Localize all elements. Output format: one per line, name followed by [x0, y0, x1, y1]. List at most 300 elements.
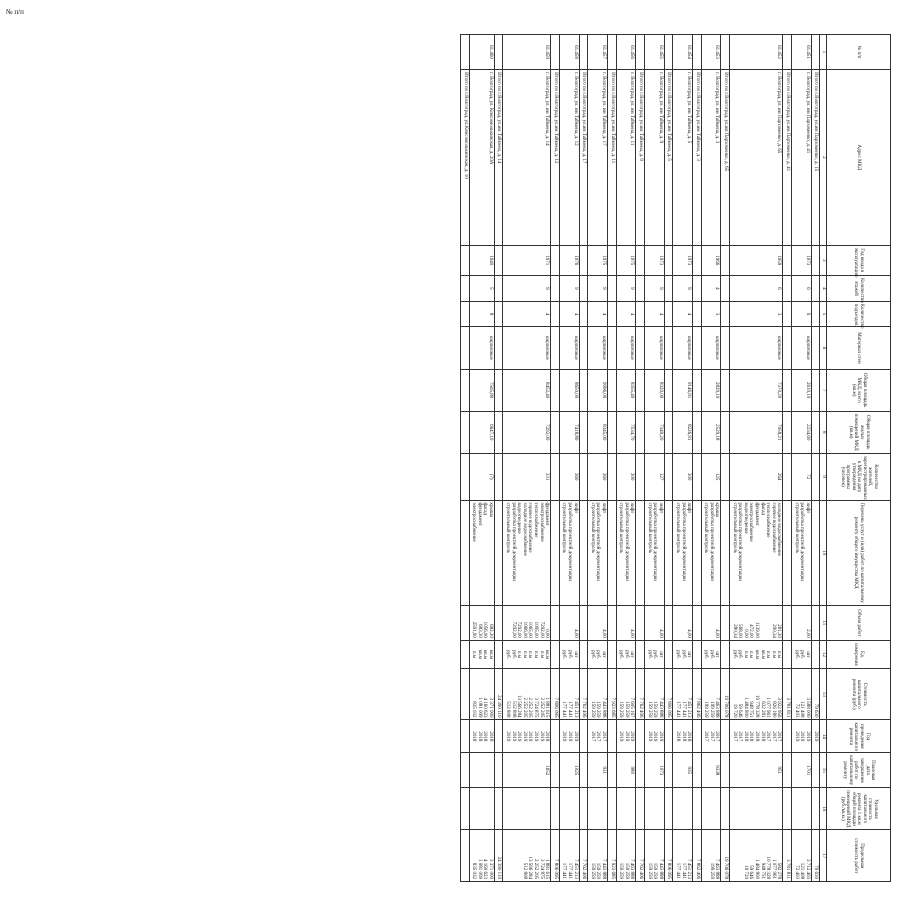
cell-works — [636, 500, 645, 605]
table-row — [644, 35, 664, 882]
cell-plan — [608, 753, 617, 788]
cell-area-living — [551, 411, 560, 453]
cell-works: лифт разработка проектной документации строительный контроль — [673, 500, 693, 605]
cell-area-total: 8650,00 — [559, 369, 579, 411]
cell-material: кирпичные — [469, 327, 494, 369]
cell-area-living: 7534,70 — [616, 411, 636, 453]
cell-floors — [693, 275, 702, 301]
cell-area-living — [811, 411, 820, 453]
cell-years: 2019 2019 2019 — [792, 720, 812, 753]
cell-residents — [811, 453, 820, 500]
cell-address: Итого по г.Волгоград, ул.им Таймена, д. 12 — [551, 70, 560, 245]
cell-volumes: 4,00 — [673, 605, 693, 640]
cell-unit-cost — [494, 788, 503, 830]
cell-area-total — [460, 369, 469, 411]
cell-works: крыша разработка проектной документации строительный контроль — [701, 500, 721, 605]
cell-entrances — [664, 301, 673, 327]
cell-limit: 7 463 888 159 259 159 259 — [616, 830, 636, 882]
cell-area-total — [811, 369, 820, 411]
cell-address: Итого по г.Волгоград, ул.им Пархоменко, д. 65 — [721, 70, 730, 245]
cell-units — [664, 640, 673, 668]
cell-entrances — [494, 301, 503, 327]
column-number: 5 — [820, 301, 827, 327]
column-number-row — [820, 35, 827, 882]
column-number: 7 — [820, 369, 827, 411]
cell-entrances: 4 — [673, 301, 693, 327]
cell-residents: 300 — [673, 453, 693, 500]
cell-entrances — [721, 301, 730, 327]
cell-area-living — [721, 411, 730, 453]
cell-material — [636, 327, 645, 369]
cell-area-total: 8452,40 — [503, 369, 551, 411]
cell-units — [721, 640, 730, 668]
column-number: 2 — [820, 70, 827, 245]
cell-year — [579, 245, 588, 275]
cell-floors: 9 — [616, 275, 636, 301]
cell-units: шт руб. руб. — [616, 640, 636, 668]
cell-num — [551, 35, 560, 70]
cell-costs: 7 463 888 199 259 199 259 — [701, 668, 721, 719]
cell-works: лифт разработка проектной документации строительный контроль — [792, 500, 812, 605]
cell-residents: 264 — [730, 453, 783, 500]
cell-costs: 3 922 956 826 180 1 077 961 632 281 10 778 328 948 751 1 484 800 59 646 19 720 — [730, 668, 783, 719]
cell-num: 61.452 — [730, 35, 783, 70]
table-row — [616, 35, 636, 882]
cell-plan — [636, 753, 645, 788]
cell-residents — [693, 453, 702, 500]
column-header: Удельная стоимость капитального ремонта 1 кв.м общей площади помещений МКД (руб./кв.м.) — [827, 788, 891, 830]
cell-material — [494, 327, 503, 369]
cell-volumes: 4,00 — [644, 605, 664, 640]
cell-residents: 72 — [792, 453, 812, 500]
cell-year — [721, 245, 730, 275]
cell-entrances — [551, 301, 560, 327]
subtotal-row — [579, 35, 588, 882]
cell-entrances: 4 — [559, 301, 579, 327]
cell-area-total — [636, 369, 645, 411]
cell-address: Итого по г.Волгоград, ул.им Пархоменко, д. 15 — [811, 70, 820, 245]
cell-costs: 3 588 000 121 408 72 403 — [792, 668, 812, 719]
cell-area-total — [664, 369, 673, 411]
cell-units: шт руб. руб. — [559, 640, 579, 668]
page-number-label: № п/п — [6, 8, 24, 16]
column-header: Количество жителей, зарегистрированных в МКД на дату утверждения программы (человек) — [827, 453, 891, 500]
cell-plan: 1652 — [503, 753, 551, 788]
cell-unit-cost — [460, 788, 469, 830]
column-number: 6 — [820, 327, 827, 369]
cell-area-total: 8355,40 — [616, 369, 636, 411]
cell-units: шт руб. руб. — [701, 640, 721, 668]
cell-years: 2019 2019 2019 — [644, 720, 664, 753]
cell-unit-cost — [811, 788, 820, 830]
cell-area-total — [608, 369, 617, 411]
cell-address: Итого по г.Волгоград, ул.им Таймена, д. 3 — [693, 70, 702, 245]
cell-costs: 3 781 811 — [783, 668, 792, 719]
cell-volumes: 2,00 — [792, 605, 812, 640]
cell-entrances — [579, 301, 588, 327]
cell-year — [608, 245, 617, 275]
cell-entrances: 3 — [730, 301, 783, 327]
cell-years: 2018 2019 2019 2019 2019 2019 2019 2019 — [503, 720, 551, 753]
cell-limit: 582 278 1 077 961 10 778 328 948 751 1 484 800 59 646 19 720 — [730, 830, 783, 882]
cell-material — [551, 327, 560, 369]
cell-area-total — [783, 369, 792, 411]
cell-plan: 1073 — [644, 753, 664, 788]
column-number: 17 — [820, 830, 827, 882]
cell-floors: 9 — [503, 275, 551, 301]
column-number: 13 — [820, 668, 827, 719]
cell-unit-cost — [559, 788, 579, 830]
cell-plan — [664, 753, 673, 788]
cell-costs: 7 451 213 177 441 177 441 — [559, 668, 579, 719]
cell-unit-cost — [792, 788, 812, 830]
cell-volumes: 682,30 1056,00 683,30 2591,90 — [469, 605, 494, 640]
cell-floors — [636, 275, 645, 301]
cell-limit: 19 706 078 — [721, 830, 730, 882]
cell-address: г. Волгоград, ул. им Таймена, д. 5 — [673, 70, 693, 245]
column-header: Адрес МКД — [827, 70, 891, 245]
subtotal-row — [721, 35, 730, 882]
cell-volumes — [811, 605, 820, 640]
cell-residents — [494, 453, 503, 500]
cell-year: 1940 — [469, 245, 494, 275]
column-header: № п/п — [827, 35, 891, 70]
cell-material — [783, 327, 792, 369]
cell-floors — [783, 275, 792, 301]
cell-floors — [579, 275, 588, 301]
cell-unit-cost — [551, 788, 560, 830]
cell-entrances — [693, 301, 702, 327]
cell-costs: 7 762 406 — [636, 668, 645, 719]
cell-volumes — [721, 605, 730, 640]
cell-area-total: 8320,00 — [644, 369, 664, 411]
cell-address: Итого по г.Волгоград, ул.им Таймена, д. 14 — [494, 70, 503, 245]
cell-year: 1973 — [673, 245, 693, 275]
cell-year — [551, 245, 560, 275]
cell-units: п.м п.м п.м кв.м кв.м п.м п.м руб. руб. — [730, 640, 783, 668]
cell-num — [460, 35, 469, 70]
cell-volumes: 281,30 290,34 1139,00 472,00 0,00 568,00 280,34 — [730, 605, 783, 640]
cell-entrances: 3 — [701, 301, 721, 327]
table-row — [588, 35, 608, 882]
cell-year: 1973 — [644, 245, 664, 275]
cell-unit-cost — [673, 788, 693, 830]
cell-num — [811, 35, 820, 70]
cell-area-living: 7349,20 — [644, 411, 664, 453]
column-header: Общая площадь жилых помещений МКД (кв.м) — [827, 411, 891, 453]
cell-year: 1975 — [616, 245, 636, 275]
cell-residents: 127 — [644, 453, 664, 500]
cell-unit-cost — [616, 788, 636, 830]
cell-residents: (7) — [469, 453, 494, 500]
cell-works — [721, 500, 730, 605]
cell-unit-cost — [579, 788, 588, 830]
cell-units: кв.м п.м п.м п.м п.м п.м руб. руб. — [503, 640, 551, 668]
cell-address: Итого по г.Волгоград, ул.им Таймена, д. 11 — [608, 70, 617, 245]
cell-material — [460, 327, 469, 369]
cell-area-total: 9146,91 — [673, 369, 693, 411]
cell-plan — [811, 753, 820, 788]
cell-num: 61.459 — [503, 35, 551, 70]
subtotal-row — [783, 35, 792, 882]
cell-limit — [460, 830, 469, 882]
table-row — [792, 35, 812, 882]
table-row — [730, 35, 783, 882]
cell-entrances: 4 — [644, 301, 664, 327]
column-number: 1 — [820, 35, 827, 70]
cell-material — [579, 327, 588, 369]
cell-limit: 7 451 213 177 441 177 441 — [559, 830, 579, 882]
cell-material: кирпичные — [730, 327, 783, 369]
table-row — [503, 35, 551, 882]
capital-repair-table — [460, 34, 891, 882]
cell-entrances — [783, 301, 792, 327]
column-number: 4 — [820, 275, 827, 301]
cell-limit: 7 862 406 — [693, 830, 702, 882]
cell-costs — [460, 668, 469, 719]
cell-plan: 980 — [616, 753, 636, 788]
cell-num — [579, 35, 588, 70]
cell-works: лифт разработка проектной документации строительный контроль — [559, 500, 579, 605]
cell-num — [664, 35, 673, 70]
cell-works — [608, 500, 617, 605]
cell-costs: 7 451 213 177 441 177 441 — [673, 668, 693, 719]
cell-entrances — [811, 301, 820, 327]
cell-volumes: 4,00 — [559, 605, 579, 640]
cell-num: 61.458 — [559, 35, 579, 70]
cell-units: шт руб. руб. — [673, 640, 693, 668]
cell-material: кирпичные — [503, 327, 551, 369]
cell-unit-cost — [588, 788, 608, 830]
cell-num — [721, 35, 730, 70]
cell-year — [693, 245, 702, 275]
cell-num — [608, 35, 617, 70]
cell-unit-cost — [644, 788, 664, 830]
cell-area-living: 8345,00 — [588, 411, 608, 453]
cell-costs: 79 630 — [811, 668, 820, 719]
column-header: Количество этажей — [827, 275, 891, 301]
cell-limit: 7 451 213 177 441 177 441 — [673, 830, 693, 882]
cell-unit-cost — [503, 788, 551, 830]
cell-residents: 125 — [701, 453, 721, 500]
column-header: Материал стен — [827, 327, 891, 369]
cell-area-living: 2529,18 — [701, 411, 721, 453]
cell-works — [783, 500, 792, 605]
cell-years: 2019 2019 2019 — [616, 720, 636, 753]
column-number: 12 — [820, 640, 827, 668]
cell-floors: 9 — [588, 275, 608, 301]
cell-works: лифт разработка проектной документации строительный контроль — [644, 500, 664, 605]
cell-num: 61.455 — [644, 35, 664, 70]
cell-area-total — [693, 369, 702, 411]
cell-year — [783, 245, 792, 275]
cell-material: кирпичные — [644, 327, 664, 369]
cell-years — [693, 720, 702, 753]
cell-plan — [494, 753, 503, 788]
cell-num: 61.451 — [792, 35, 812, 70]
cell-material: кирпичные — [559, 327, 579, 369]
cell-units: шт руб. руб. — [792, 640, 812, 668]
cell-area-total: 7565,80 — [469, 369, 494, 411]
cell-works: фундамент электроснабжение теплоснабжение горячее водоснабжение холодное водоснабжение водоотведение разработка проектной документации строительный контроль — [503, 500, 551, 605]
cell-years: 2017 2017 2017 — [588, 720, 608, 753]
cell-years — [721, 720, 730, 753]
cell-address: г. Волгоград, ул. им Таймена, д. 3 — [701, 70, 721, 245]
cell-entrances — [608, 301, 617, 327]
cell-residents: 331 — [503, 453, 551, 500]
cell-area-total — [494, 369, 503, 411]
table-row — [559, 35, 579, 882]
cell-address: Итого по г.Волгоград, ул.им Таймена, д. 17 — [579, 70, 588, 245]
cell-units: кв.м кв.м кв.м п.м — [469, 640, 494, 668]
cell-year: 1959 — [730, 245, 783, 275]
cell-unit-cost — [693, 788, 702, 830]
cell-residents: 300 — [616, 453, 636, 500]
cell-num: 61.460 — [469, 35, 494, 70]
column-header: Плановая дата завершения работ по капитальному ремонту — [827, 753, 891, 788]
cell-floors: 5 — [469, 275, 494, 301]
cell-material — [608, 327, 617, 369]
cell-works: крыша фасад фундамент электроснабжение — [469, 500, 494, 605]
cell-costs: 3 371 000 4 160 623 1 081 009 835 032 — [469, 668, 494, 719]
cell-address: г. Волгоград, ул. им Таймена, д. 9 — [644, 70, 664, 245]
cell-year — [811, 245, 820, 275]
cell-volumes: 4,00 — [701, 605, 721, 640]
cell-address: Итого по г.Волгоград, ул.Комсомолькинская, д. 10 — [460, 70, 469, 245]
column-number: 10 — [820, 500, 827, 605]
cell-material — [811, 327, 820, 369]
cell-residents — [636, 453, 645, 500]
subtotal-row — [551, 35, 560, 882]
cell-year — [664, 245, 673, 275]
cell-residents — [551, 453, 560, 500]
cell-limit: 24 390 110 — [494, 830, 503, 882]
cell-works — [551, 500, 560, 605]
cell-residents — [579, 453, 588, 500]
cell-costs: 7 443 888 159 259 159 259 — [644, 668, 664, 719]
subtotal-row — [811, 35, 820, 882]
cell-material: кирпичные — [792, 327, 812, 369]
cell-works: холодное водоснабжение горячее водоснабжение теплоснабжение фасад фундамент электроснабжение водоотведение разработка проектной документации строительный контроль — [730, 500, 783, 605]
cell-plan — [469, 753, 494, 788]
cell-volumes — [579, 605, 588, 640]
cell-address: г. Волгоград, ул. им Таймена, д. 17 — [588, 70, 608, 245]
cell-plan: 1025 — [559, 753, 579, 788]
cell-floors: 6 — [792, 275, 812, 301]
cell-floors: 9 — [673, 275, 693, 301]
cell-works — [693, 500, 702, 605]
subtotal-row — [664, 35, 673, 882]
cell-material — [721, 327, 730, 369]
cell-address: г. Волгоград, ул. Комсомолькинская, д. 20А — [469, 70, 494, 245]
cell-volumes: 4,00 — [616, 605, 636, 640]
cell-limit: 7 806 095 — [551, 830, 560, 882]
cell-costs: 7 443 888 159 259 159 259 — [588, 668, 608, 719]
cell-plan — [693, 753, 702, 788]
cell-units — [811, 640, 820, 668]
cell-num — [494, 35, 503, 70]
cell-plan: 9338 — [701, 753, 721, 788]
cell-num — [693, 35, 702, 70]
cell-entrances: 4 — [588, 301, 608, 327]
cell-units — [579, 640, 588, 668]
cell-material: кирпичные — [616, 327, 636, 369]
column-header: Объем работ — [827, 605, 891, 640]
cell-units — [783, 640, 792, 668]
cell-entrances: 6 — [792, 301, 812, 327]
cell-area-living — [579, 411, 588, 453]
subtotal-row — [608, 35, 617, 882]
cell-address: Итого по г.Волгоград, ул.им Таймена, д. 9 — [636, 70, 645, 245]
cell-address: Итого по г.Волгоград, ул.им Пархоменко, д. 41 — [783, 70, 792, 245]
table-row — [673, 35, 693, 882]
cell-area-living: 2234,60 — [792, 411, 812, 453]
cell-material: кирпичные — [588, 327, 608, 369]
cell-costs: 7 862 406 — [693, 668, 702, 719]
cell-area-living: 7058,21 — [730, 411, 783, 453]
cell-limit: 7 923 685 — [608, 830, 617, 882]
cell-address: г. Волгоград, ул. им Таймена, д. 11 — [616, 70, 636, 245]
cell-units — [551, 640, 560, 668]
cell-volumes — [608, 605, 617, 640]
cell-area-total — [551, 369, 560, 411]
cell-material — [664, 327, 673, 369]
cell-works: лифт разработка проектной документации строительный контроль — [588, 500, 608, 605]
cell-material: кирпичные — [701, 327, 721, 369]
cell-volumes — [636, 605, 645, 640]
column-number: 9 — [820, 453, 827, 500]
cell-address: Итого по г.Волгоград, ул.им Таймена, д. 5 — [664, 70, 673, 245]
cell-works — [579, 500, 588, 605]
cell-plan — [783, 753, 792, 788]
cell-area-living: 7292,00 — [503, 411, 551, 453]
cell-area-living: 7418,80 — [559, 411, 579, 453]
column-number: 14 — [820, 720, 827, 753]
cell-limit: 79 630 — [811, 830, 820, 882]
column-number: 8 — [820, 411, 827, 453]
cell-floors — [460, 275, 469, 301]
cell-floors: 9 — [559, 275, 579, 301]
column-header: Стоимость капитального ремонта (руб.) — [827, 668, 891, 719]
cell-limit: 1 881 615 3 724 875 2 252 205 13 566 284 512 808 — [503, 830, 551, 882]
cell-unit-cost — [636, 788, 645, 830]
cell-floors: 9 — [644, 275, 664, 301]
cell-limit: 3 712 403 121 408 72 403 — [792, 830, 812, 882]
cell-address: г. Волгоград, ул. им Таймена, д. 14 — [503, 70, 551, 245]
cell-entrances: 4 — [503, 301, 551, 327]
cell-costs: 7 762 406 — [579, 668, 588, 719]
cell-area-total — [579, 369, 588, 411]
cell-volumes — [664, 605, 673, 640]
cell-years — [636, 720, 645, 753]
table-row — [701, 35, 721, 882]
cell-volumes: 0,00 7292,00 1095,00 1065,00 1066,00 7292,00 7292,00 — [503, 605, 551, 640]
cell-units — [636, 640, 645, 668]
cell-entrances — [636, 301, 645, 327]
cell-works — [664, 500, 673, 605]
cell-unit-cost — [730, 788, 783, 830]
cell-limit: 7 762 406 — [579, 830, 588, 882]
cell-costs: 24 390 110 — [494, 668, 503, 719]
cell-residents: 360 — [559, 453, 579, 500]
cell-limit: 7 762 406 — [636, 830, 645, 882]
cell-years: 2017 2017 2017 — [701, 720, 721, 753]
rotated-document-sheet — [265, 0, 905, 905]
cell-area-living — [460, 411, 469, 453]
cell-residents — [664, 453, 673, 500]
cell-entrances — [460, 301, 469, 327]
cell-units — [693, 640, 702, 668]
